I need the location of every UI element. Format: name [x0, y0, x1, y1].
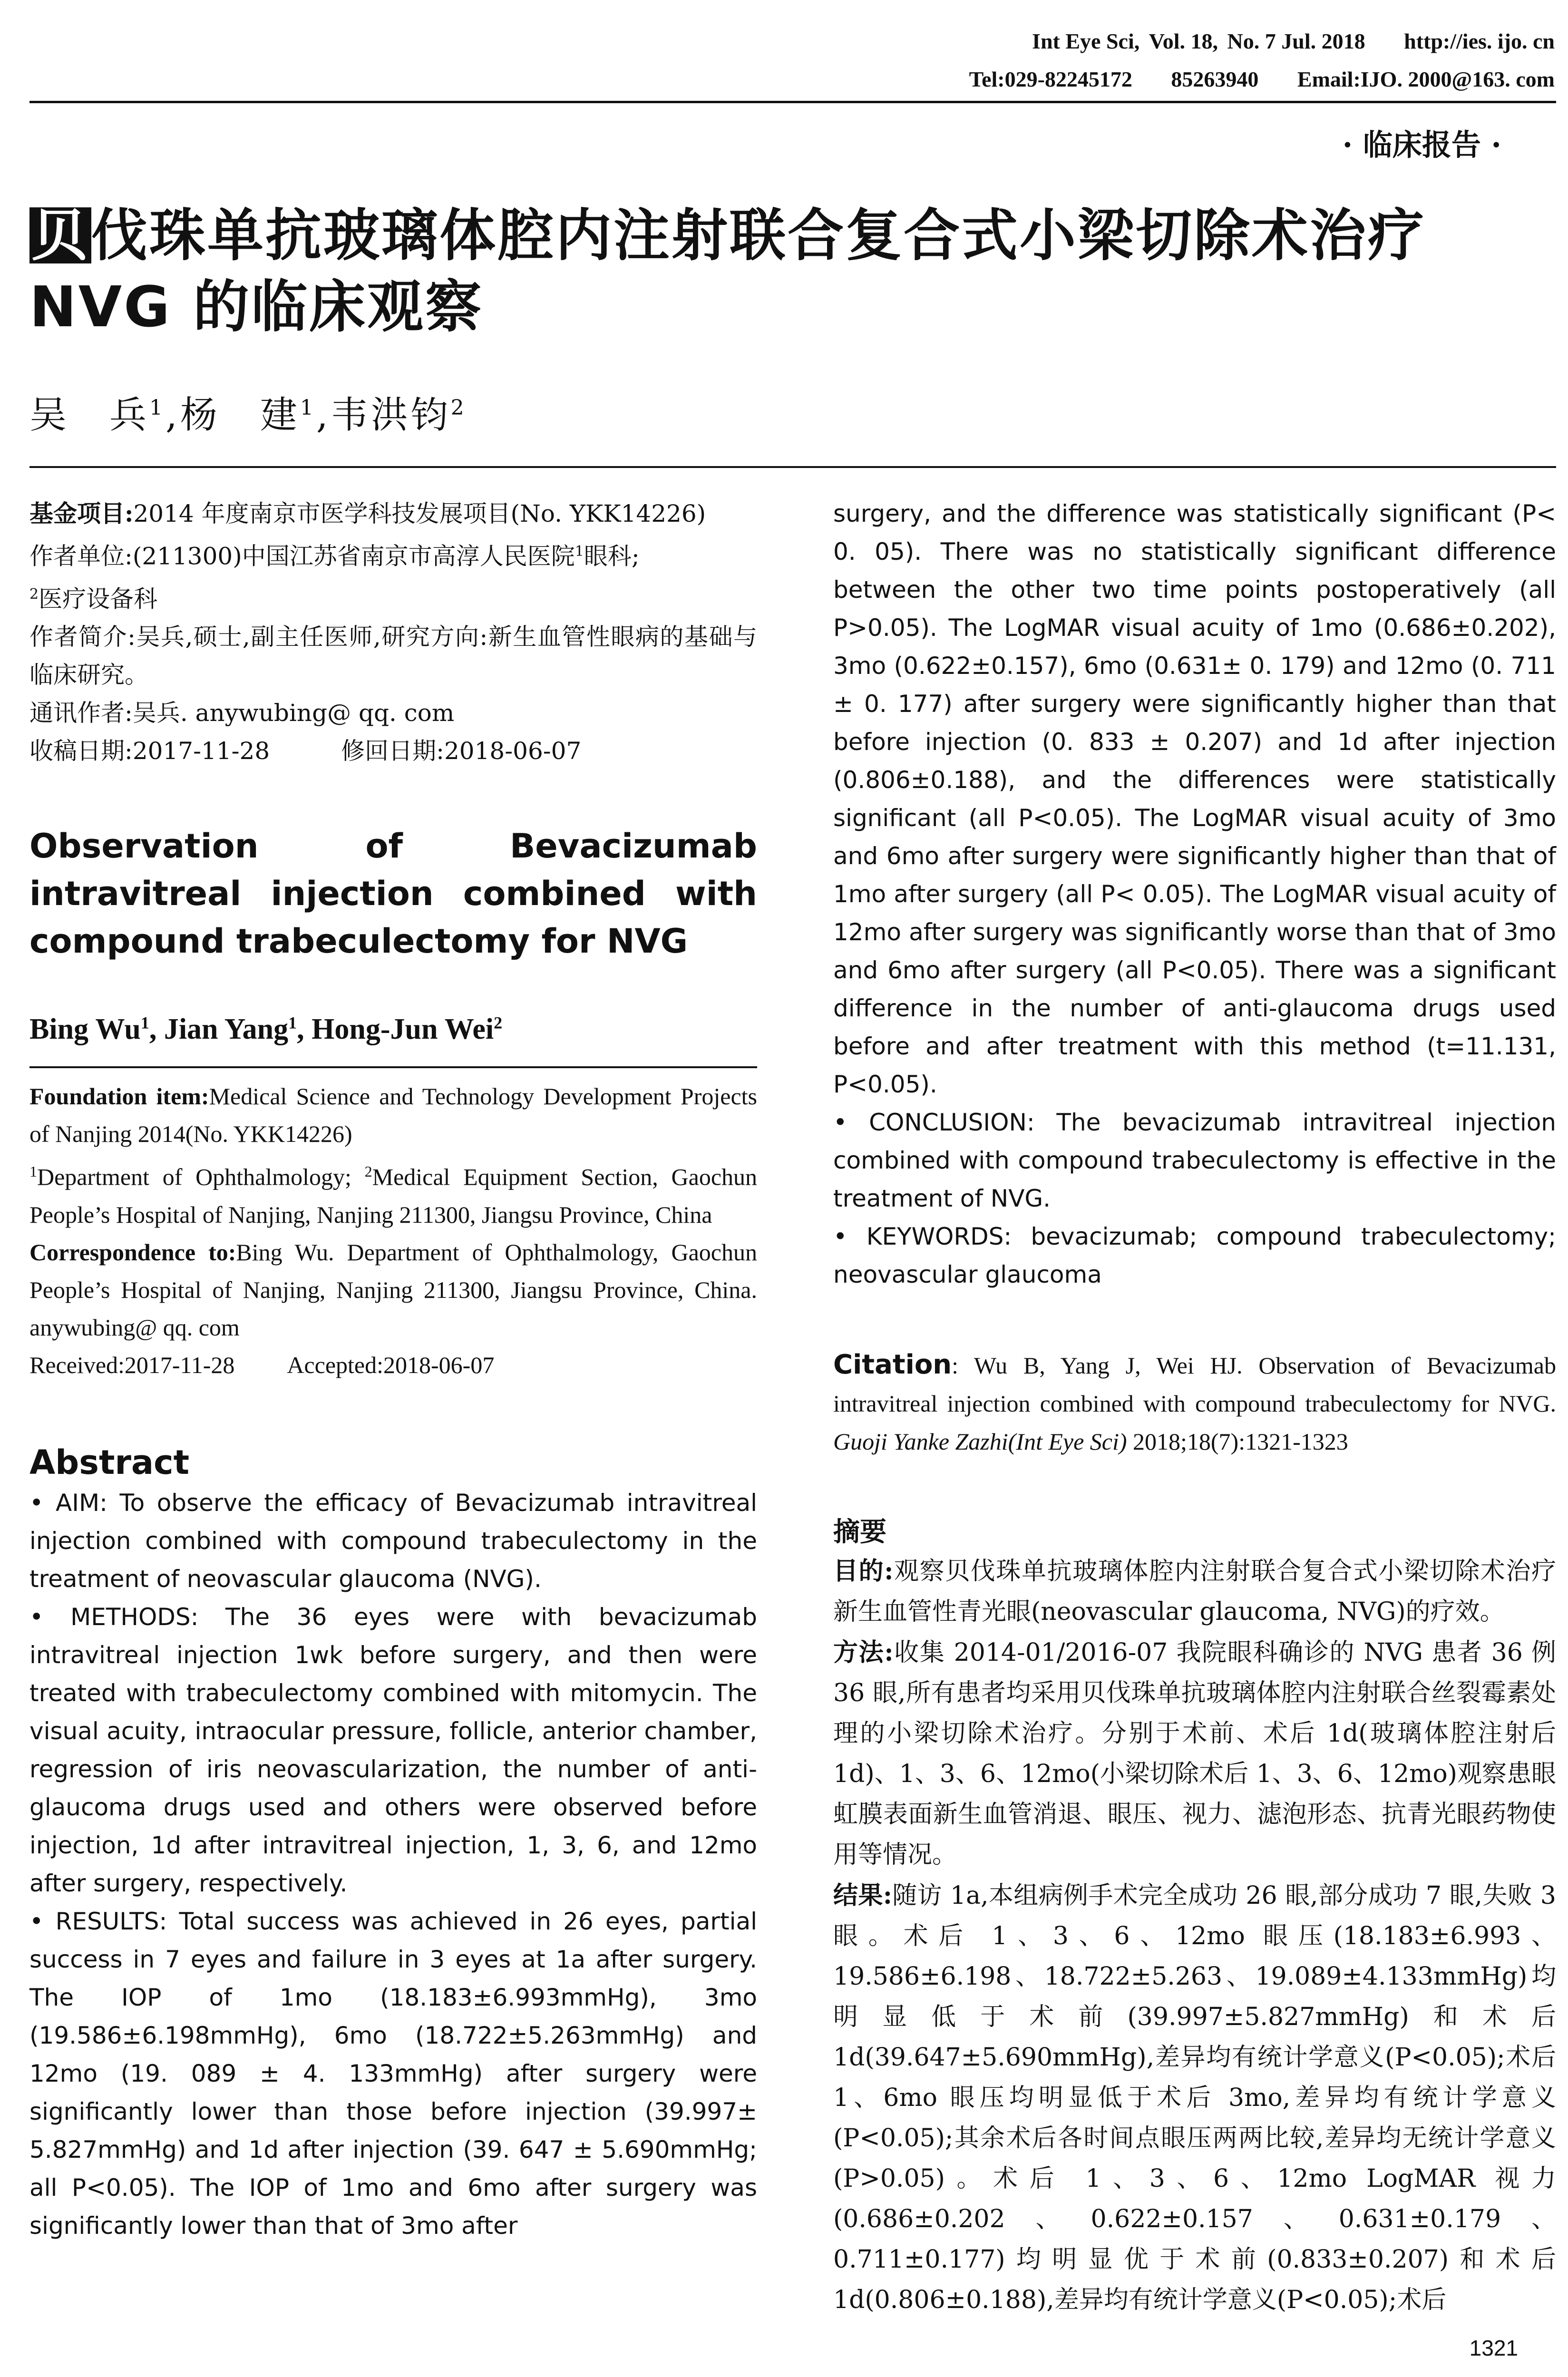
abstract-conclusion: • CONCLUSION: The bevacizumab intravitreal injection combined with compound trabeculectomy is effective in the treatment of NVG. [833, 1109, 1556, 1212]
citation: Citation: Wu B, Yang J, Wei HJ. Observation of Bevacizumab intravitreal injection combined with compound trabeculectomy for NVG. Guoji Yanke Zazhi(Int Eye Sci) 2018;18(7):1321-1323 [833, 1349, 1556, 1455]
header-divider [29, 101, 1556, 103]
author-cn-3: 韦洪钧 [331, 394, 451, 437]
abstract-cn-heading: 摘要 [833, 1516, 886, 1548]
english-title: Observation of Bevacizumab intravitreal injection combined with compound trabeculectomy for NVG [29, 827, 757, 961]
abstract-methods: • METHODS: The 36 eyes were with bevacizumab intravitreal injection 1wk before surgery, and then were treated with trabeculectomy combined with mitomycin. The visual acuity, intraocular pressure, follicle, anterior chamber, regression of iris neovascularization, the number of anti-glaucoma drugs used and others were observed before injection, 1d after intravitreal injection, 1, 3, 6, and 12mo after surgery, respectively. [29, 1603, 757, 1897]
citation-journal: Guoji Yanke Zazhi(Int Eye Sci) [833, 1428, 1127, 1455]
abstract-keywords: • KEYWORDS: bevacizumab; compound trabeculectomy; neovascular glaucoma [833, 1223, 1556, 1288]
author-cn-1: 吴 兵 [29, 394, 150, 437]
abstract-results: • RESULTS: Total success was achieved in 26 eyes, partial success in 7 eyes and failure in 3 eyes at 1a after surgery. The IOP of 1mo (18.183±6.993mmHg), 3mo (19.586±6.198mmHg), 6mo (18.722±5.263mmHg) and 12mo (19. 089 ± 4. 133mmHg) after surgery were significantly lower than those before injection (39.997± 5.827mmHg) and 1d after injection (39. 647 ± 5.690mmHg; all P<0.05). The IOP of 1mo and 6mo after surgery was significantly lower than that of 3mo after [29, 1907, 757, 2240]
abstract-cn-methods: 方法:收集 2014-01/2016-07 我院眼科确诊的 NVG 患者 36 例 36 眼,所有患者均采用贝伐珠单抗玻璃体腔内注射联合丝裂霉素处理的小梁切除术治疗。分别于术前、术后 1d(玻璃体腔注射后 1d)、1、3、6、12mo(小梁切除术后 1、3、6、12mo)观察患眼虹膜表面新生血管消退、眼压、视力、滤泡形态、抗青光眼药物使用等情况。 [833, 1638, 1556, 1869]
authors-en: Bing Wu$^1$, Jian Yang$^1$, Hong-Jun Wei$^2$ [29, 1013, 503, 1046]
journal-website[interactable]: http://ies. ijo. cn [1404, 29, 1555, 53]
journal-header-line2 [969, 67, 1555, 92]
correspondence: Correspondence to:Bing Wu. Department of Ophthalmology, Gaochun People’s Hospital of Nanjing, Nanjing 211300, Jiangsu Province, China. anywubing@ qq. com [29, 1238, 757, 1341]
abstract-body [29, 1484, 757, 2245]
author-cn-2: 杨 建 [180, 394, 300, 437]
dates-cn: 收稿日期:2017-11-28 修回日期:2018-06-07 [29, 737, 582, 765]
title-first-char: 贝 [29, 207, 91, 263]
fund-item: 基金项目:2014 年度南京市医学科技发展项目(No. YKK14226) [29, 499, 706, 527]
authors-divider [29, 466, 1556, 468]
meta-cn [29, 495, 757, 770]
abstract-aim: • AIM: To observe the efficacy of Bevacizumab intravitreal injection combined with compound trabeculectomy in the treatment of neovascular glaucoma (NVG). [29, 1489, 757, 1593]
author-bio: 作者简介:吴兵,硕士,副主任医师,研究方向:新生血管性眼病的基础与临床研究。 [29, 623, 757, 689]
authors-cn: 吴 兵$^1$,杨 建$^1$,韦洪钧$^2$ [29, 394, 467, 437]
author-unit: 作者单位:(211300)中国江苏省南京市高淳人民医院$^1$眼科; $^2$医疗设备科 [29, 542, 640, 613]
abstract-body-continued [833, 495, 1556, 1294]
journal-header-line1: Int Eye Sci, Vol. 18, No. 7 Jul. 2018 http://ies. ijo. cn [1032, 29, 1555, 53]
title-rest: 伐珠单抗玻璃体腔内注射联合复合式小梁切除术治疗 [91, 203, 1426, 268]
title-line2: NVG 的临床观察 [29, 274, 484, 340]
affiliations: $^1$Department of Ophthalmology; $^2$Medical Equipment Section, Gaochun People’s Hospital of Nanjing, Nanjing 211300, Jiangsu Province, China [29, 1163, 758, 1228]
left-column [29, 495, 757, 2245]
page-number: 1321 [1469, 2336, 1518, 2360]
abstract-results-cont: surgery, and the difference was statistically significant (P< 0. 05). There was no statistically significant difference between the other two time points postoperatively (all P>0.05). The LogMAR visual acuity of 1mo (0.686±0.202), 3mo (0.622±0.157), 6mo (0.631± 0. 179) and 12mo (0. 711 ± 0. 177) after surgery were significantly higher than that before injection (0. 833 ± 0.207) and 1d after injection (0.806±0.188), and the differences were statistically significant (all P<0.05). The LogMAR visual acuity of 3mo and 6mo after surgery were significantly higher than that of 1mo after surgery (all P< 0.05). The LogMAR visual acuity of 12mo after surgery was significantly worse than that of 3mo and 6mo after surgery (all P<0.05). There was a significant difference in the number of anti-glaucoma drugs used before and after treatment with this method (t=11.131, P<0.05). [833, 500, 1556, 1098]
abstract-heading: Abstract [29, 1442, 190, 1482]
journal-email[interactable]: Email:IJO. 2000@163. com [1297, 67, 1555, 91]
right-column [833, 495, 1556, 2320]
corresponding-author: 通讯作者:吴兵. anywubing@ qq. com [29, 699, 455, 727]
foundation-item: Foundation item:Medical Science and Technology Development Projects of Nanjing 2014(No. YKK14226) [29, 1083, 757, 1148]
en-authors-divider [29, 1066, 757, 1068]
section-tag: · 临床报告 · [1342, 127, 1501, 162]
journal-issue: No. 7 Jul. 2018 [1227, 29, 1365, 53]
abstract-cn-body [833, 1551, 1556, 2320]
journal-tel2: 85263940 [1171, 67, 1259, 91]
journal-name: Int Eye Sci [1032, 29, 1134, 53]
article-title [29, 200, 1556, 342]
abstract-cn-aim: 目的:观察贝伐珠单抗玻璃体腔内注射联合复合式小梁切除术治疗新生血管性青光眼(neovascular glaucoma, NVG)的疗效。 [833, 1557, 1556, 1626]
meta-en [29, 1078, 757, 1384]
abstract-cn-results: 结果:随访 1a,本组病例手术完全成功 26 眼,部分成功 7 眼,失败 3 眼。术后 1、3、6、12mo 眼压(18.183±6.993、19.586±6.198、18.722±5.263、19.089±4.133mmHg)均明显低于术前(39.997±5.827mmHg)和术后 1d(39.647±5.690mmHg),差异均有统计学意义(P<0.05);术后 1、6mo 眼压均明显低于术后 3mo,差异均有统计学意义(P<0.05);其余术后各时间点眼压两两比较,差异均无统计学意义(P>0.05)。术后 1、3、6、12mo LogMAR 视力(0.686±0.202、0.622±0.157、0.631±0.179、0.711±0.177)均明显优于术前(0.833±0.207)和术后 1d(0.806±0.188),差异均有统计学意义(P<0.05);术后 [833, 1881, 1556, 2314]
journal-tel: Tel:029-82245172 [969, 67, 1132, 91]
journal-volume: Vol. 18 [1149, 29, 1213, 53]
citation-label: Citation [833, 1349, 952, 1380]
dates-en: Received:2017-11-28 Accepted:2018-06-07 [29, 1351, 495, 1378]
